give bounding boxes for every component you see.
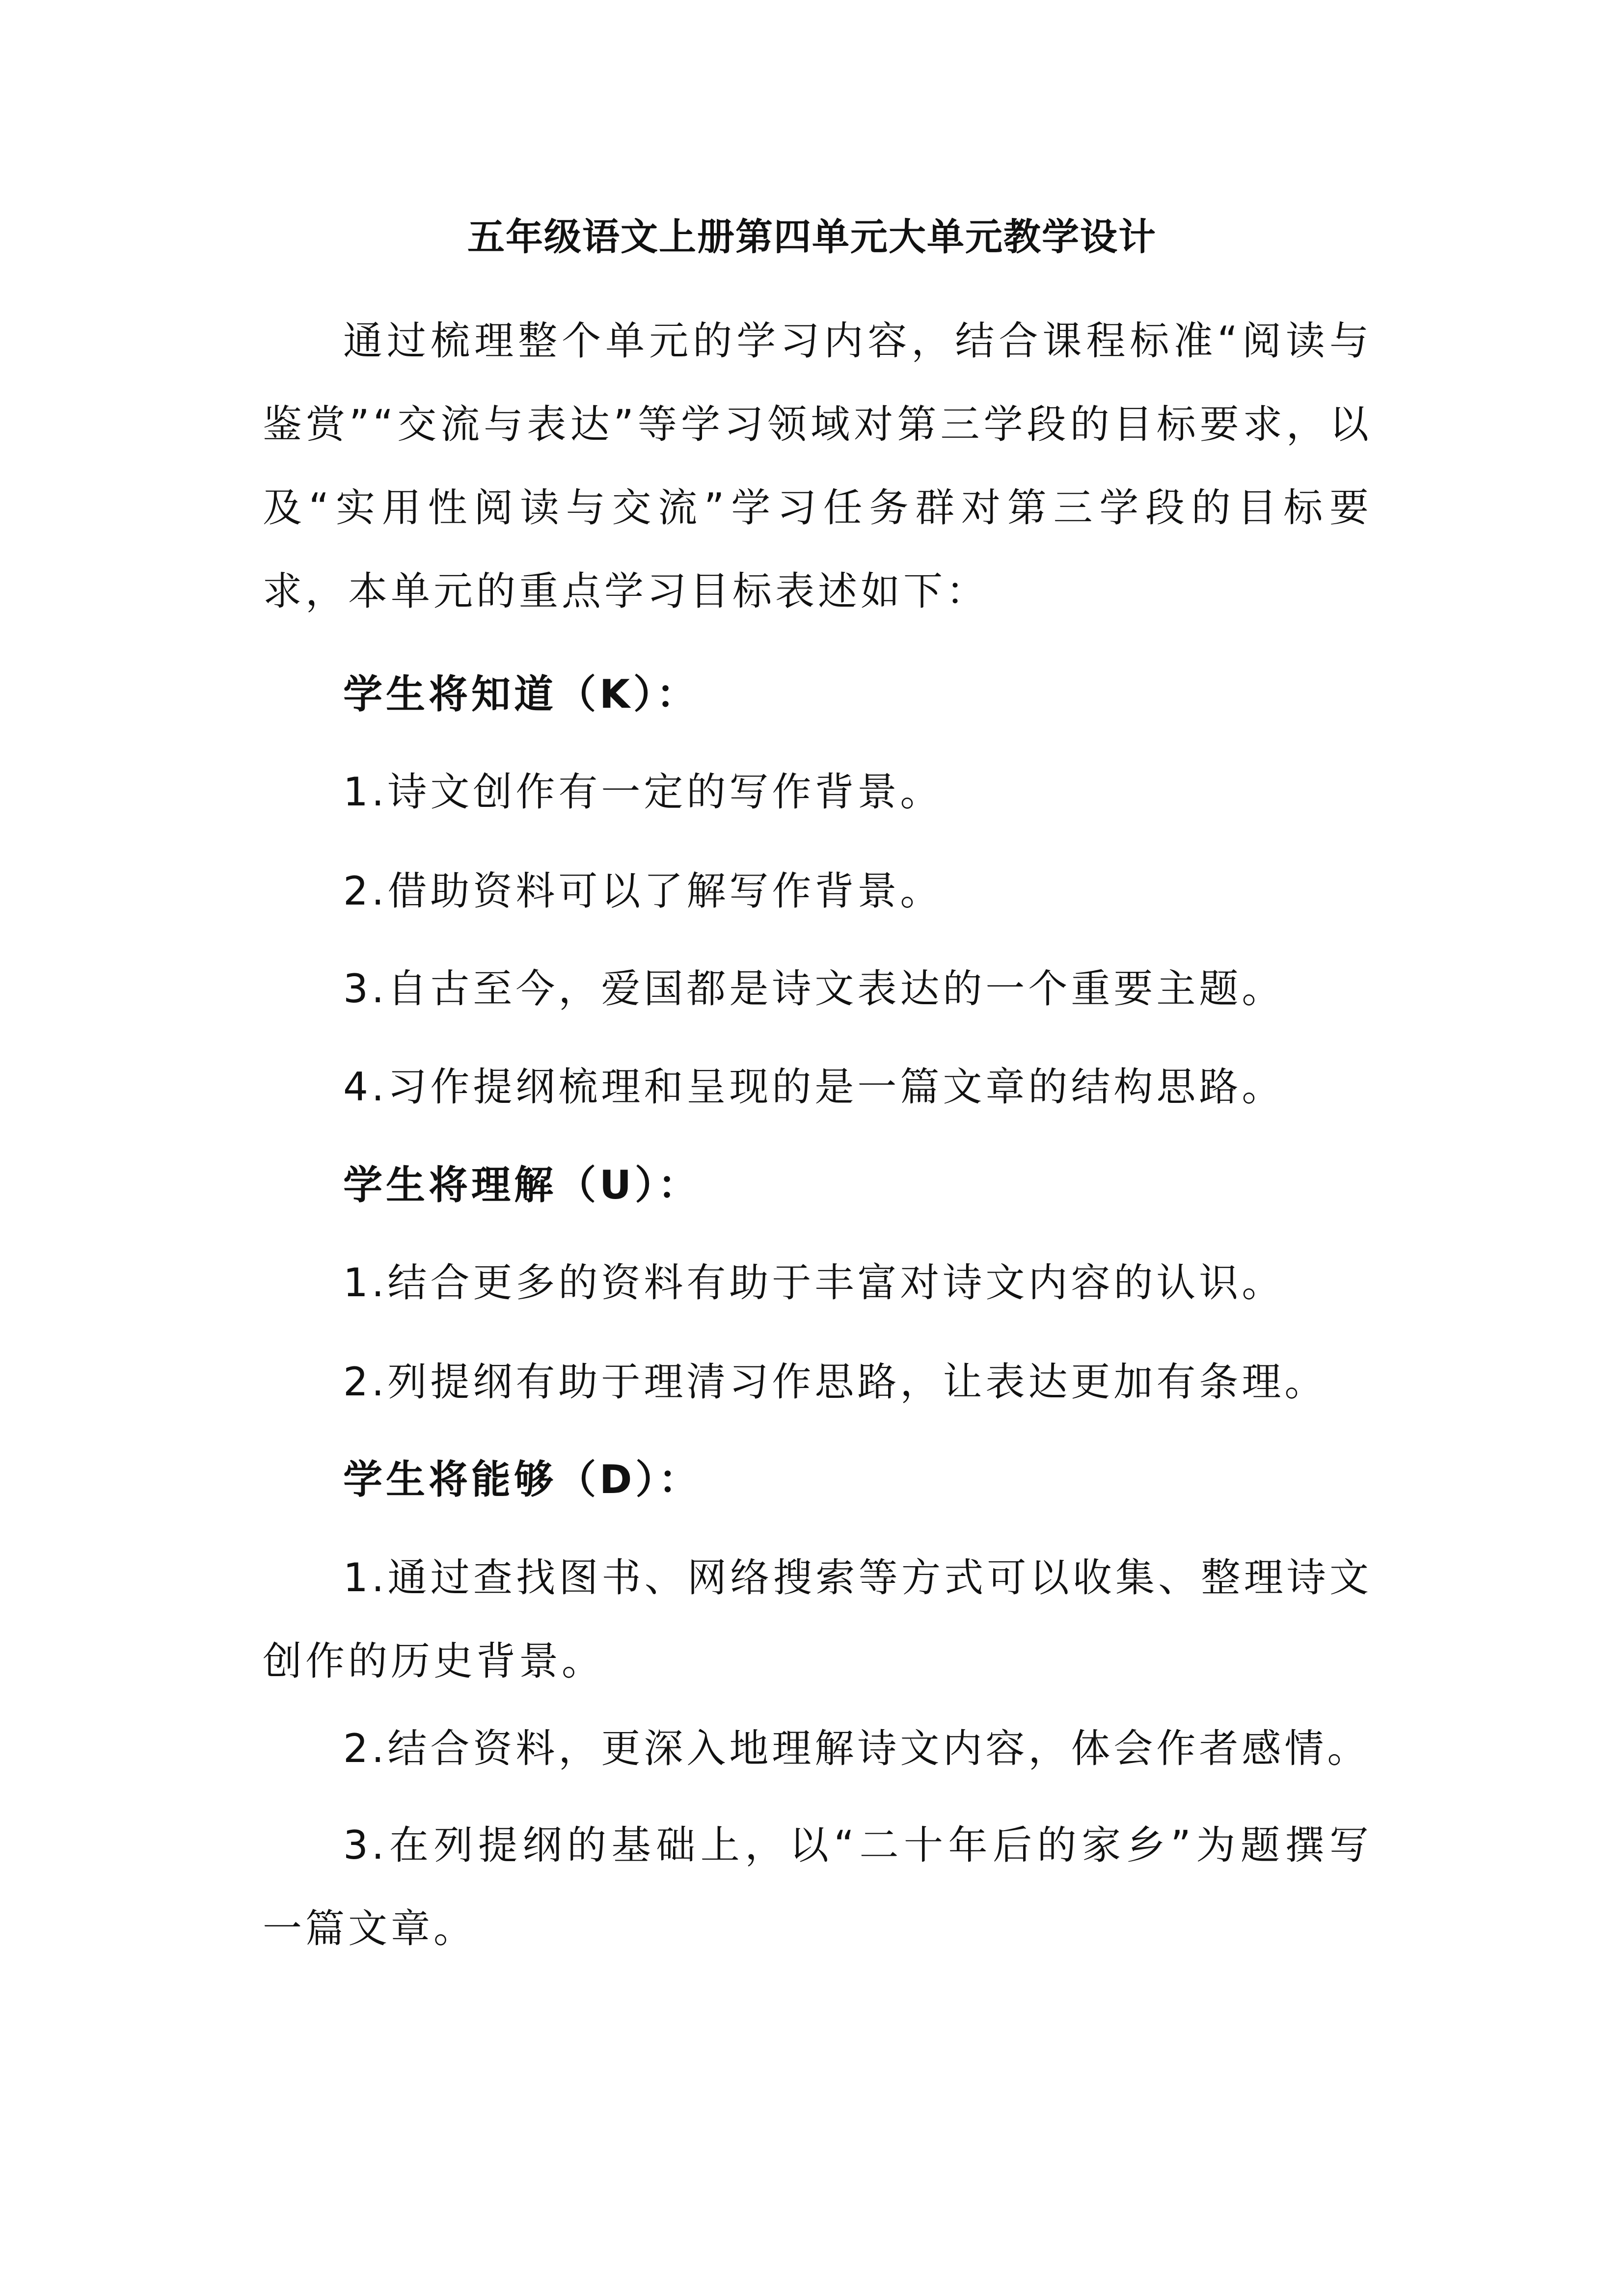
do-item: 3.在列提纲的基础上，以“二十年后的家乡”为题撰写一篇文章。 [263,1822,1372,1951]
know-item: 3.自古至今，爱国都是诗文表达的一个重要主题。 [343,966,1285,1012]
intro-paragraph: 通过梳理整个单元的学习内容，结合课程标准“阅读与鉴赏”“交流与表达”等学习领域对第三学段的目标要求，以及“实用性阅读与交流”学习任务群对第三学段的目标要求，本单元的重点学习目标表述如下： [263,318,1372,614]
understand-item: 2.列提纲有助于理清习作思路，让表达更加有条理。 [343,1359,1327,1405]
do-item: 1.通过查找图书、网络搜索等方式可以收集、整理诗文创作的历史背景。 [263,1555,1372,1684]
do-item: 2.结合资料，更深入地理解诗文内容，体会作者感情。 [343,1726,1370,1771]
do-heading: 学生将能够（D）： [343,1457,702,1502]
document-title: 五年级语文上册第四单元大单元教学设计 [467,215,1157,259]
know-item: 1.诗文创作有一定的写作背景。 [343,769,943,815]
know-item: 4.习作提纲梳理和呈现的是一篇文章的结构思路。 [343,1064,1285,1110]
understand-heading: 学生将理解（U）： [343,1162,701,1208]
know-heading: 学生将知道（K）： [343,671,699,717]
know-item: 2.借助资料可以了解写作背景。 [343,868,943,914]
understand-item: 1.结合更多的资料有助于丰富对诗文内容的认识。 [343,1260,1285,1306]
